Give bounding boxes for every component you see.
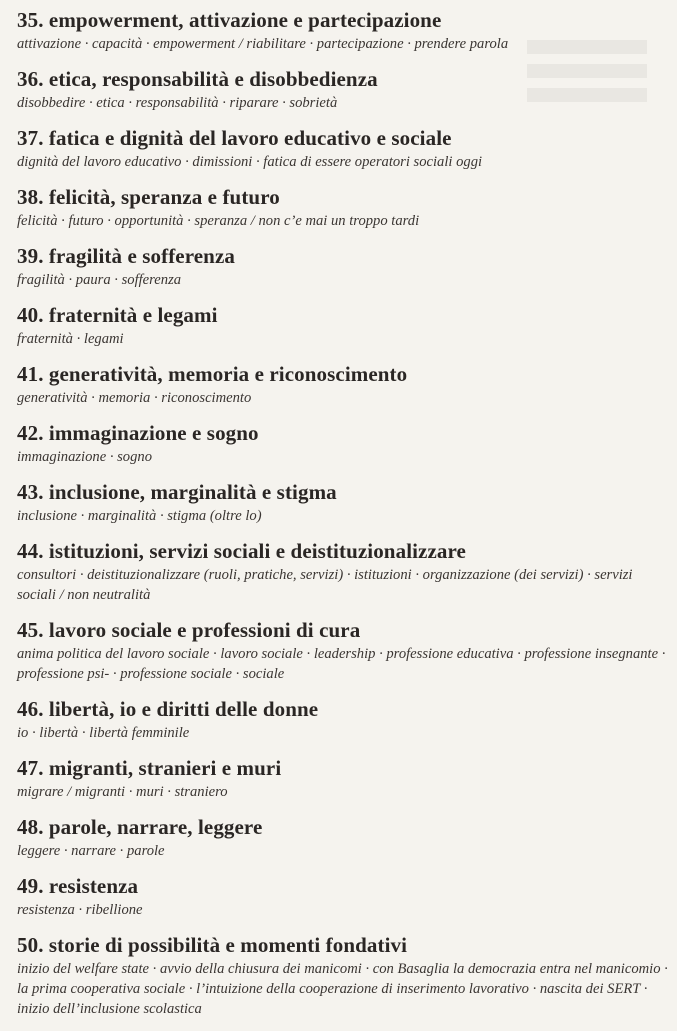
index-entry-46 [17, 696, 669, 743]
entry-keywords: migrare / migranti · muri · straniero [17, 784, 228, 800]
index-entry-39 [17, 243, 669, 290]
index-entry-43 [17, 479, 669, 526]
index-entry-50 [17, 932, 669, 1019]
entry-keywords: inizio del welfare state · avvio della chiusura dei manicomi · con Basaglia la democrazia entra nel manicomio · la prima cooperativa sociale · l’intuizione della cooperazione di inserimento lavorativo · nascita dei SERT · inizio dell’inclusione scolastica [17, 961, 668, 1017]
entry-title: 45. lavoro sociale e professioni di cura [17, 618, 361, 642]
entry-keywords: consultori · deistituzionalizzare (ruoli, pratiche, servizi) · istituzioni · organizzazione (dei servizi) · servizi sociali / non neutralità [17, 567, 633, 603]
entry-title: 43. inclusione, marginalità e stigma [17, 480, 337, 504]
entry-title: 39. fragilità e sofferenza [17, 244, 235, 268]
index-entry-45 [17, 617, 669, 684]
entry-keywords: generatività · memoria · riconoscimento [17, 390, 252, 406]
entry-title: 50. storie di possibilità e momenti fondativi [17, 933, 408, 957]
entry-keywords: io · libertà · libertà femminile [17, 725, 190, 741]
entry-title: 49. resistenza [17, 874, 139, 898]
index-entry-49 [17, 873, 669, 920]
entry-title: 46. libertà, io e diritti delle donne [17, 697, 319, 721]
entry-title: 36. etica, responsabilità e disobbedienza [17, 67, 378, 91]
entry-keywords: dignità del lavoro educativo · dimissioni · fatica di essere operatori sociali oggi [17, 154, 483, 170]
index-page [17, 7, 669, 1031]
entry-keywords: anima politica del lavoro sociale · lavoro sociale · leadership · professione educativa · professione insegnante · professione psi- · professione sociale · sociale [17, 646, 666, 682]
index-entry-44 [17, 538, 669, 605]
entry-keywords: fragilità · paura · sofferenza [17, 272, 182, 288]
entry-keywords: disobbedire · etica · responsabilità · riparare · sobrietà [17, 95, 338, 111]
index-entry-41 [17, 361, 669, 408]
index-entry-36 [17, 66, 669, 113]
entry-title: 47. migranti, stranieri e muri [17, 756, 282, 780]
entry-keywords: fraternità · legami [17, 331, 124, 347]
entry-title: 40. fraternità e legami [17, 303, 218, 327]
entry-title: 42. immaginazione e sogno [17, 421, 259, 445]
index-entry-42 [17, 420, 669, 467]
entry-title: 44. istituzioni, servizi sociali e deistituzionalizzare [17, 539, 466, 563]
entry-keywords: resistenza · ribellione [17, 902, 143, 918]
index-entry-48 [17, 814, 669, 861]
entry-keywords: inclusione · marginalità · stigma (oltre lo) [17, 508, 262, 524]
index-entry-37 [17, 125, 669, 172]
entry-keywords: leggere · narrare · parole [17, 843, 165, 859]
entry-title: 35. empowerment, attivazione e partecipazione [17, 8, 442, 32]
entry-title: 38. felicità, speranza e futuro [17, 185, 280, 209]
entry-keywords: felicità · futuro · opportunità · speranza / non c’e mai un troppo tardi [17, 213, 420, 229]
index-entry-35 [17, 7, 669, 54]
index-entry-38 [17, 184, 669, 231]
index-entry-40 [17, 302, 669, 349]
index-entry-47 [17, 755, 669, 802]
entry-keywords: attivazione · capacità · empowerment / riabilitare · partecipazione · prendere parola [17, 36, 509, 52]
entry-title: 41. generatività, memoria e riconoscimento [17, 362, 408, 386]
entry-title: 48. parole, narrare, leggere [17, 815, 263, 839]
entry-title: 37. fatica e dignità del lavoro educativo e sociale [17, 126, 452, 150]
entry-keywords: immaginazione · sogno [17, 449, 152, 465]
